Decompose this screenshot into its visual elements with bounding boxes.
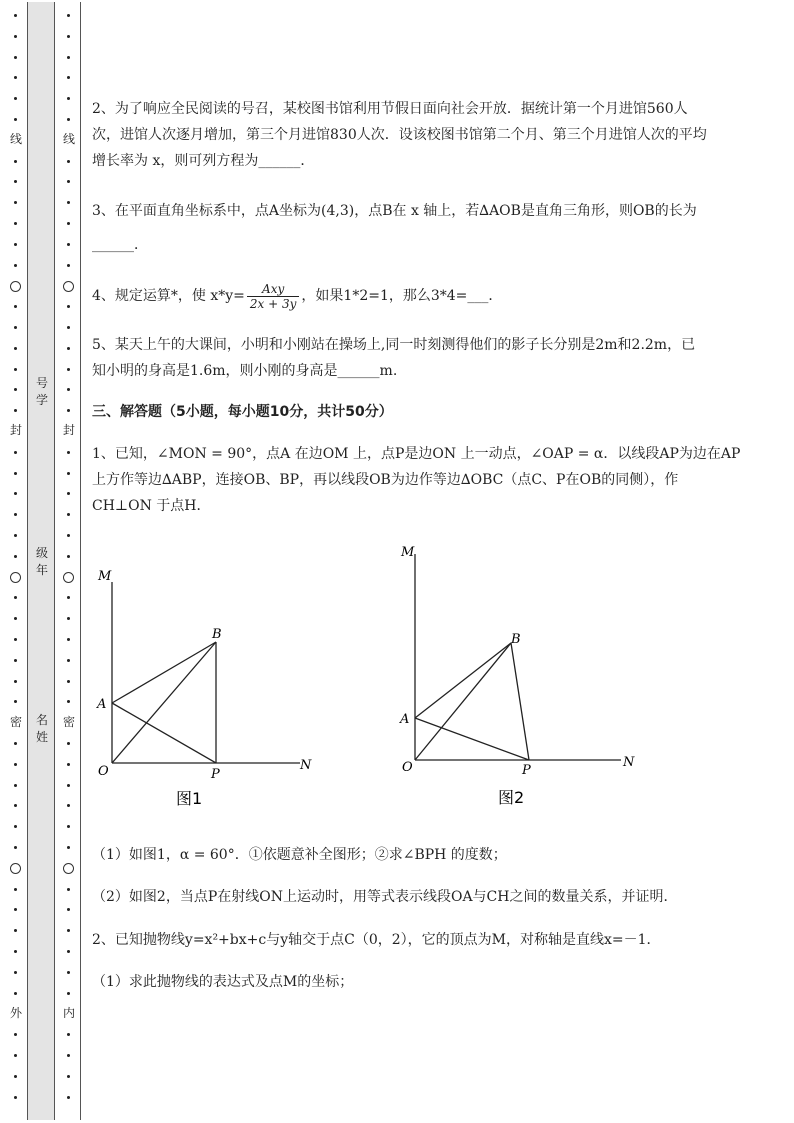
figure-1-caption: 图1 — [176, 789, 203, 808]
binding-dot — [14, 388, 17, 391]
binding-dot — [14, 243, 17, 246]
outer-marker-feng: 封 — [9, 423, 22, 437]
binding-dot — [14, 659, 17, 662]
binding-dot — [14, 617, 17, 620]
label-o: O — [402, 760, 413, 775]
binding-dot — [14, 35, 17, 38]
binding-dot — [67, 929, 70, 932]
binding-dot — [14, 1054, 17, 1057]
binding-dot — [67, 472, 70, 475]
outer-marker-mi: 密 — [9, 715, 22, 729]
binding-dot — [14, 971, 17, 974]
binding-dot — [14, 908, 17, 911]
binding-hole-circle — [63, 281, 74, 292]
binding-dot — [14, 492, 17, 495]
binding-dot — [14, 825, 17, 828]
binding-dot — [67, 409, 70, 412]
question-4-suffix: ，如果1*2=1，那么3*4=___． — [301, 288, 503, 304]
binding-hole-circle — [10, 863, 21, 874]
binding-dot — [67, 222, 70, 225]
solve-q1-line-2: 上方作等边∆ABP，连接OB、BP，再以线段OB为边作等边∆OBC（点C、P在OB的同侧），作 — [92, 472, 679, 488]
label-m: M — [401, 545, 415, 560]
segment-ab — [415, 643, 511, 718]
question-2-line-1: 2、为了响应全民阅读的号召，某校图书馆利用节假日面向社会开放．据统计第一个月进馆560人 — [92, 101, 688, 117]
binding-dot — [67, 784, 70, 787]
binding-dot — [14, 742, 17, 745]
question-5-line-2: 知小明的身高是1.6m，则小刚的身高是______m. — [92, 363, 398, 379]
binding-dot — [67, 264, 70, 267]
binding-hole-circle — [63, 863, 74, 874]
binding-dot — [14, 846, 17, 849]
binding-dot — [67, 1054, 70, 1057]
binding-dot — [14, 76, 17, 79]
binding-dot — [14, 929, 17, 932]
binding-dot — [14, 160, 17, 163]
binding-dot — [67, 97, 70, 100]
label-b: B — [212, 627, 222, 642]
binding-dot — [67, 763, 70, 766]
label-n: N — [300, 758, 312, 773]
binding-dot — [67, 201, 70, 204]
binding-dot — [67, 368, 70, 371]
field-student-number: 号学 — [35, 376, 48, 407]
outer-marker-xian: 线 — [9, 132, 22, 146]
binding-dot — [14, 472, 17, 475]
figure-2 — [395, 540, 645, 820]
binding-dot — [14, 992, 17, 995]
binding-dot — [14, 451, 17, 454]
binding-dot — [67, 992, 70, 995]
binding-dot — [14, 1033, 17, 1036]
inner-marker-xian: 线 — [62, 132, 75, 146]
binding-dot — [14, 804, 17, 807]
binding-dot — [67, 326, 70, 329]
binding-dot — [14, 638, 17, 641]
binding-hole-circle — [10, 572, 21, 583]
section-3-title: 三、解答题（5小题，每小题10分，共计50分） — [92, 404, 393, 420]
binding-dot — [67, 1033, 70, 1036]
binding-dot — [67, 908, 70, 911]
binding-dot — [67, 617, 70, 620]
binding-dot — [67, 35, 70, 38]
label-p: P — [522, 763, 531, 778]
question-3-line-1: 3、在平面直角坐标系中，点A坐标为(4,3)，点B在 x 轴上，若∆AOB是直角三角形，则OB的长为 — [92, 203, 697, 219]
segment-ob — [112, 642, 216, 763]
question-4 — [92, 276, 742, 316]
binding-dot — [14, 700, 17, 703]
inner-rule — [80, 2, 81, 1120]
solve-q2-line-1: 2、已知抛物线y=x²+bx+c与y轴交于点C（0，2），它的顶点为M，对称轴是直线x=－1． — [92, 932, 661, 948]
fraction-denominator: 2x + 3y — [249, 296, 297, 311]
binding-dot — [67, 56, 70, 59]
binding-dot — [14, 347, 17, 350]
binding-dot — [14, 201, 17, 204]
binding-dot — [14, 14, 17, 17]
binding-dot — [67, 180, 70, 183]
binding-dot — [67, 804, 70, 807]
fraction-numerator: Axy — [247, 282, 300, 297]
inner-marker-mi: 密 — [62, 715, 75, 729]
label-m: M — [98, 569, 112, 584]
binding-dot — [67, 534, 70, 537]
binding-dot — [67, 1075, 70, 1078]
binding-dot — [67, 700, 70, 703]
binding-dot — [14, 222, 17, 225]
binding-dot — [14, 56, 17, 59]
label-a: A — [400, 712, 410, 727]
question-4-fraction — [247, 282, 300, 311]
binding-hole-circle — [10, 281, 21, 292]
solve-q1-part-1: （1）如图1，α = 60°．①依题意补全图形；②求∠BPH 的度数； — [92, 847, 507, 863]
label-a: A — [97, 697, 107, 712]
segment-ab — [112, 642, 216, 703]
binding-dot — [67, 347, 70, 350]
binding-dot — [67, 659, 70, 662]
outer-marker-wai: 外 — [9, 1006, 22, 1020]
binding-dot — [67, 160, 70, 163]
outer-dot-column — [9, 0, 23, 1123]
binding-dot — [14, 1075, 17, 1078]
binding-dot — [67, 888, 70, 891]
binding-dot — [67, 555, 70, 558]
label-b: B — [511, 632, 521, 647]
binding-dot — [67, 1096, 70, 1099]
binding-dot — [14, 513, 17, 516]
binding-dot — [67, 118, 70, 121]
binding-dot — [67, 14, 70, 17]
binding-dot — [14, 180, 17, 183]
solve-q2-part-1: （1）求此抛物线的表达式及点M的坐标； — [92, 974, 354, 990]
binding-dot — [14, 1096, 17, 1099]
question-2-line-2: 次，进馆人次逐月增加，第三个月进馆830人次．设该校图书馆第二个月、第三个月进馆人次的平均 — [92, 127, 707, 143]
segment-bp — [511, 643, 529, 760]
figure-1 — [90, 560, 320, 820]
binding-dot — [14, 950, 17, 953]
solve-q1-line-3: CH⊥ON 于点H． — [92, 498, 211, 514]
binding-margin — [0, 0, 90, 1123]
binding-dot — [14, 888, 17, 891]
segment-ap — [112, 703, 216, 763]
inner-dot-column — [62, 0, 76, 1123]
binding-dot — [14, 763, 17, 766]
binding-dot — [67, 451, 70, 454]
figure-2-caption: 图2 — [498, 788, 525, 807]
binding-dot — [14, 97, 17, 100]
binding-dot — [67, 492, 70, 495]
field-name: 名姓 — [35, 713, 48, 744]
question-5-line-1: 5、某天上午的大课间，小明和小刚站在操场上,同一时刻测得他们的影子长分别是2m和2.2m，已 — [92, 337, 696, 353]
binding-dot — [14, 326, 17, 329]
binding-dot — [14, 264, 17, 267]
binding-dot — [14, 118, 17, 121]
binding-dot — [67, 742, 70, 745]
binding-hole-circle — [63, 572, 74, 583]
binding-dot — [14, 555, 17, 558]
binding-dot — [67, 846, 70, 849]
label-p: P — [211, 767, 220, 782]
binding-dot — [14, 409, 17, 412]
binding-dot — [14, 368, 17, 371]
binding-dot — [67, 950, 70, 953]
binding-dot — [14, 596, 17, 599]
question-2-line-3: 增长率为 x，则可列方程为______． — [92, 153, 315, 169]
segment-ob — [415, 643, 511, 760]
binding-dot — [67, 388, 70, 391]
field-grade: 级年 — [35, 546, 48, 577]
binding-dot — [67, 825, 70, 828]
binding-dot — [67, 305, 70, 308]
binding-dot — [67, 680, 70, 683]
label-o: O — [98, 764, 109, 779]
binding-dot — [14, 680, 17, 683]
binding-dot — [14, 305, 17, 308]
binding-dot — [67, 76, 70, 79]
binding-dot — [14, 534, 17, 537]
solve-q1-part-2: （2）如图2，当点P在射线ON上运动时，用等式表示线段OA与CH之间的数量关系，并证明． — [92, 889, 678, 905]
binding-dot — [67, 243, 70, 246]
binding-dot — [67, 638, 70, 641]
binding-dot — [14, 784, 17, 787]
inner-marker-feng: 封 — [62, 423, 75, 437]
binding-dot — [67, 596, 70, 599]
question-4-prefix: 4、规定运算*，使 x*y= — [92, 288, 245, 304]
binding-dot — [67, 513, 70, 516]
question-3-line-2: ______． — [92, 237, 148, 253]
solve-q1-line-1: 1、已知，∠MON = 90°，点A 在边OM 上，点P是边ON 上一动点，∠OAP = α．以线段AP为边在AP — [92, 446, 741, 462]
inner-marker-nei: 内 — [62, 1006, 75, 1020]
label-n: N — [623, 755, 635, 770]
binding-dot — [67, 971, 70, 974]
